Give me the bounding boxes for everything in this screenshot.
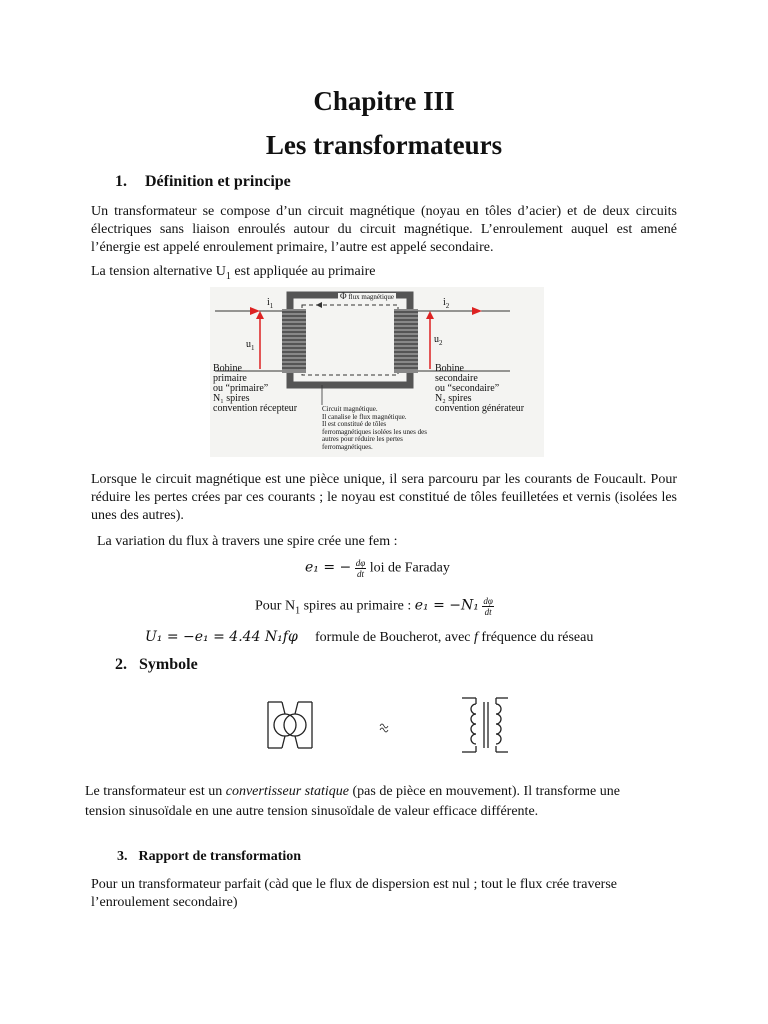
section1-title: Définition et principe <box>145 173 291 190</box>
section1-heading <box>115 173 291 191</box>
symbol-tilde <box>380 724 388 732</box>
equation-boucherot: U₁ = −e₁ = 4.44 N₁fφ <box>145 629 298 645</box>
magnetic-circuit-label: Circuit magnétique. Il canalise le flux magnétique. Il est constitué de tôles ferromagnétiques isolées les unes des autres pour réduire les pertes ferromagnétiques. <box>322 405 427 451</box>
i2-label: $i_2$ <box>443 297 450 310</box>
u2-label: $u_2$ <box>434 334 443 347</box>
transformer-figure <box>210 287 544 457</box>
boucherot-text: formule de Boucherot, avec f fréquence du réseau <box>315 630 594 645</box>
section3-heading <box>117 849 301 865</box>
section2-number: 2. <box>115 656 127 673</box>
u2-arrow <box>426 311 434 319</box>
primary-coil-label: Bobine primaire ou “primaire” N₁ spires convention récepteur <box>213 363 298 414</box>
section1-number: 1. <box>115 173 127 190</box>
section1-paragraph-4: La variation du flux à travers une spire crée une fem : <box>97 534 398 549</box>
equation-faraday: e₁ = − $\frac{d\varphi}{dt}$ loi de Faraday <box>305 558 450 579</box>
section2-paragraph-1: Le transformateur est un convertisseur statique (pas de pièce en mouvement). Il transforme une <box>85 784 620 799</box>
flux-label: Φ flux magnétique <box>340 291 395 301</box>
i2-arrow <box>472 307 482 315</box>
section3-number: 3. <box>117 849 128 864</box>
section2-heading <box>115 656 198 674</box>
symbol-coils <box>462 698 508 752</box>
section1-paragraph-3: Lorsque le circuit magnétique est une pièce unique, il sera parcouru par les courants de Foucault. Pour réduire les pertes crées par ces courants ; le noyau est constitué de tôles feuilletées et vernis (isolées les unes des autres). <box>91 472 677 523</box>
flux-path <box>302 305 398 375</box>
magnetic-core <box>290 291 410 385</box>
section2-paragraph-2: tension sinusoïdale en une autre tension sinusoïdale de valeur efficace différente. <box>85 804 539 819</box>
section1-paragraph-2: La tension alternative $U_1$ est appliquée au primaire <box>91 264 376 282</box>
transformer-symbols <box>262 690 510 762</box>
section1-paragraph-1: Un transformateur se compose d’un circuit magnétique (noyau en tôles d’acier) et de deux circuits électriques sans liaison enroulés autour du circuit magnétique. L’enroulement auquel est amené l’énergie est appelé enroulement primaire, l’autre est appelé secondaire. <box>91 204 677 255</box>
section3-title: Rapport de transformation <box>138 849 302 864</box>
secondary-coil-label: Bobine secondaire ou “secondaire” N₂ spires convention générateur <box>435 363 525 414</box>
section3-paragraph-1: Pour un transformateur parfait (càd que le flux de dispersion est nul ; tout le flux crée traverse l’enroulement secondaire) <box>91 877 617 910</box>
i1-label: $i_1$ <box>267 297 274 310</box>
u1-label: $u_1$ <box>246 339 255 352</box>
flux-arrow <box>316 302 322 308</box>
section2-title: Symbole <box>139 656 198 673</box>
chapter-title: Chapitre III <box>313 86 455 116</box>
equation-primary: Pour $N_1$ spires au primaire : e₁ = −N₁ $\frac{d\varphi}{dt}$ <box>255 596 493 617</box>
symbol-circles <box>268 702 312 748</box>
page-title: Les transformateurs <box>265 130 503 160</box>
i1-arrow <box>250 307 260 315</box>
symbol-figure <box>262 690 510 762</box>
secondary-coil <box>394 309 418 373</box>
u1-arrow <box>256 311 264 319</box>
